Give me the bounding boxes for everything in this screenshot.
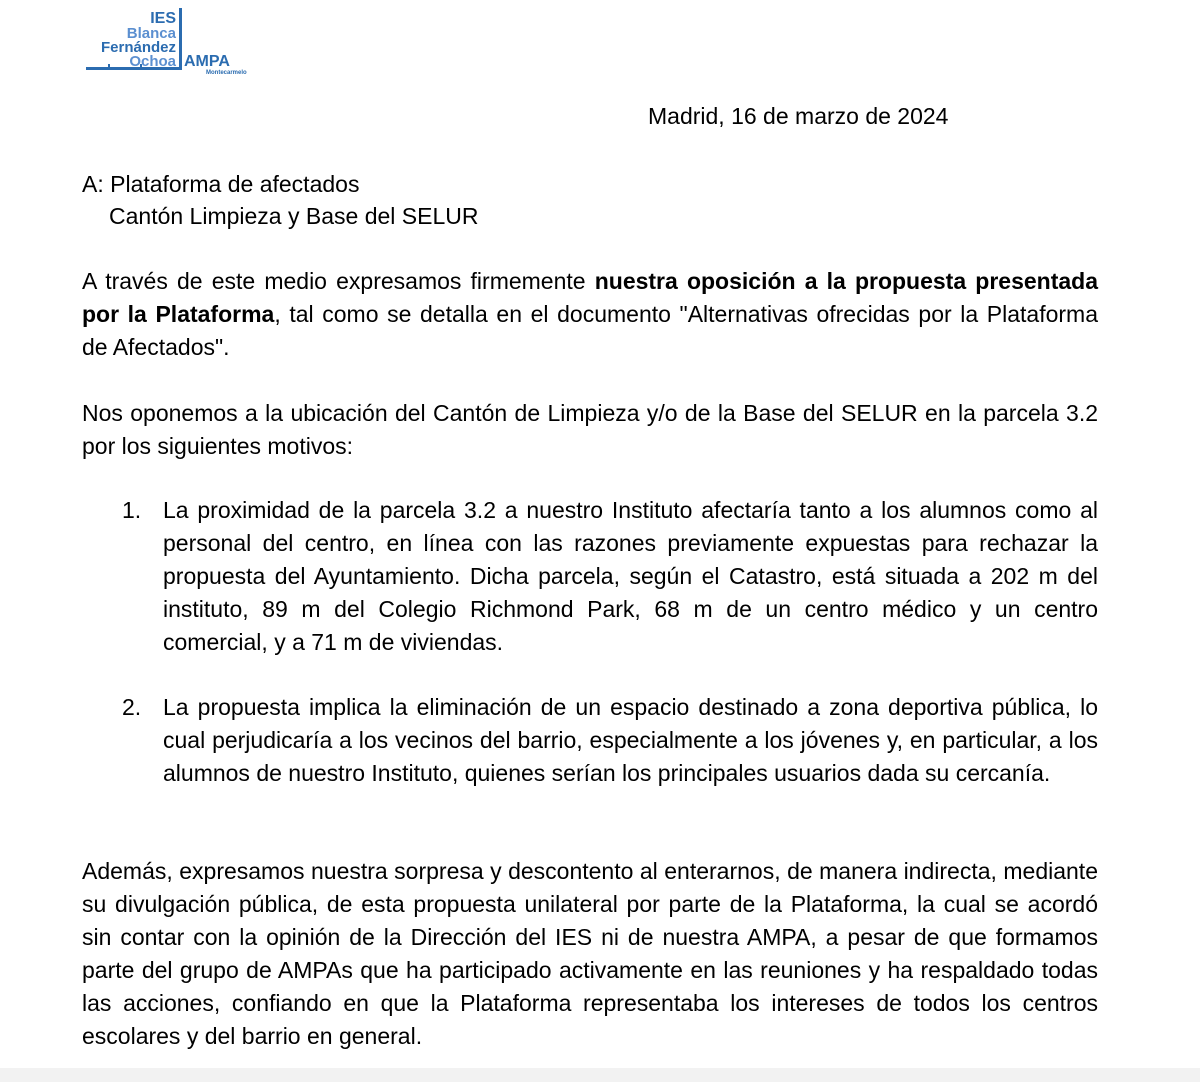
addressee-line-2: Cantón Limpieza y Base del SELUR <box>109 203 479 229</box>
paragraph-opposition-pre: A través de este medio expresamos firmemente <box>82 268 595 294</box>
logo-blanca-text: Blanca <box>126 25 176 42</box>
logo-ies-text: IES <box>150 10 176 27</box>
paragraph-opposition <box>82 265 1098 364</box>
ies-ampa-logo <box>78 6 258 74</box>
page-bottom-edge <box>0 1068 1200 1082</box>
logo-ochoa-text: Ochoa <box>129 53 176 70</box>
addressee-block <box>82 168 478 232</box>
list-item-number: 2. <box>122 694 142 720</box>
logo-montecarmelo-text: Montecarmelo <box>206 70 247 74</box>
list-item <box>82 494 1098 659</box>
paragraph-surprise: Además, expresamos nuestra sorpresa y descontento al enterarnos, de manera indirecta, mediante su divulgación pública, de esta propuesta unilateral por parte de la Plataforma, la cual se acordó sin contar con la opinión de la Dirección del IES ni de nuestra AMPA, a pesar de que formamos parte del grupo de AMPAs que ha participado activamente en las reuniones y ha respaldado todas las acciones, confiando en que la Plataforma representaba los intereses de todos los centros escolares y del barrio en general. <box>82 858 1098 1049</box>
paragraph-opposition-post: , tal como se detalla en el documento "Alternativas ofrecidas por la Plataforma de Afectados". <box>82 301 1098 360</box>
logo-fernandez-text: Fernández <box>100 39 176 56</box>
list-item <box>82 691 1098 790</box>
list-item-text: La propuesta implica la eliminación de un espacio destinado a zona deportiva pública, lo cual perjudicaría a los vecinos del barrio, especialmente a los jóvenes y, en particular, a los alumnos de nuestro Instituto, quienes serían los principales usuarios dada su cercanía. <box>163 694 1098 786</box>
logo-ampa-text: AMPA <box>184 53 230 70</box>
list-item-number: 1. <box>122 497 142 523</box>
letter-date: Madrid, 16 de marzo de 2024 <box>648 103 949 129</box>
addressee-line-1: A: Plataforma de afectados <box>82 171 360 197</box>
list-item-text: La proximidad de la parcela 3.2 a nuestro Instituto afectaría tanto a los alumnos como al personal del centro, en línea con las razones previamente expuestas para rechazar la propuesta del Ayuntamiento. Dicha parcela, según el Catastro, está situada a 202 m del instituto, 89 m del Colegio Richmond Park, 68 m de un centro médico y un centro comercial, y a 71 m de viviendas. <box>163 497 1098 655</box>
paragraph-opposition-bold: nuestra oposición a la propuesta presentada por la Plataforma <box>82 268 1098 327</box>
paragraph-reasons-intro: Nos oponemos a la ubicación del Cantón de Limpieza y/o de la Base del SELUR en la parcela 3.2 por los siguientes motivos: <box>82 400 1098 459</box>
reasons-list <box>82 494 1098 790</box>
